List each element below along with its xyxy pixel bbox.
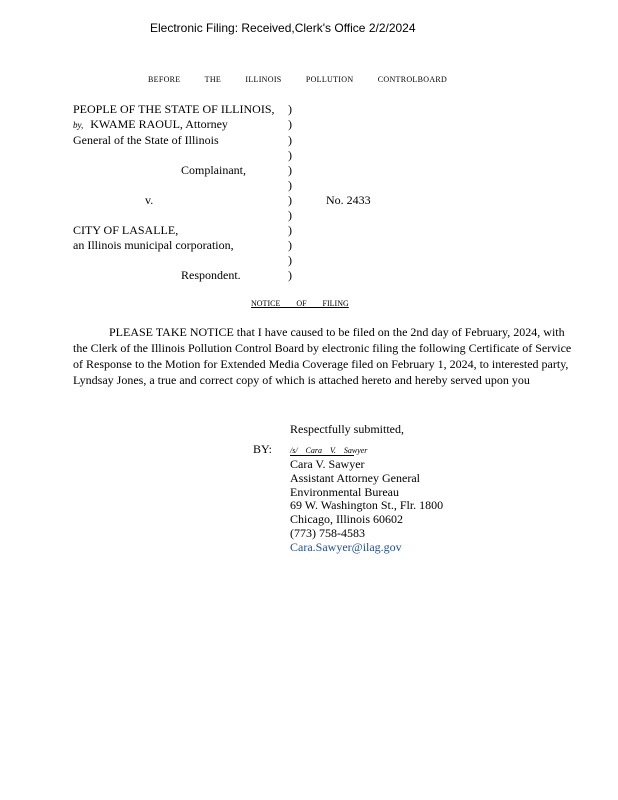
plaintiff-line-3: General of the State of Illinois [73,133,219,147]
signer-bureau: Environmental Bureau [290,485,399,499]
signer-name: Cara V. Sawyer [290,457,365,471]
caption-paren-9: ) [288,223,292,237]
signer-city: Chicago, Illinois 60602 [290,512,403,526]
attorney-general-name: KWAME RAOUL, Attorney [90,117,228,131]
notice-title: NOTICE OF FILING [251,299,349,308]
defendant-line-1: CITY OF LASALLE, [73,223,179,237]
notice-body: PLEASE TAKE NOTICE that I have caused to be filed on the 2nd day of February, 2024, with the Clerk of the Illinois Pollution Control Board by electronic filing the following Certificate of Service of Response to the Motion for Extended Media Coverage filed on February 1, 2024, to interested party, Lyndsay Jones, a true and correct copy of which is attached hereto and hereby served upon you [73,325,572,387]
caption-paren-10: ) [288,238,292,252]
closing: Respectfully submitted, [290,422,404,436]
caption-paren-7: ) [288,193,292,207]
filing-stamp: Electronic Filing: Received,Clerk's Office 2/2/2024 [150,21,416,35]
defendant-line-2: an Illinois municipal corporation, [73,238,234,252]
electronic-signature: /s/ Cara V. Sawyer [290,446,368,455]
case-number: No. 2433 [326,193,371,207]
caption-paren-2: ) [288,117,292,131]
respondent-role: Respondent. [181,268,241,282]
signer-address: 69 W. Washington St., Flr. 1800 [290,498,444,512]
caption-paren-6: ) [288,178,292,192]
caption-paren-1: ) [288,102,292,116]
caption-paren-11: ) [288,253,292,267]
signer-email-link[interactable]: Cara.Sawyer@ilag.gov [290,540,402,554]
plaintiff-line-2 [73,117,228,132]
caption-paren-4: ) [288,148,292,162]
signer-phone: (773) 758-4583 [290,526,365,540]
plaintiff-line-1: PEOPLE OF THE STATE OF ILLINOIS, [73,102,275,116]
by-label: BY: [253,442,272,456]
caption-paren-8: ) [288,208,292,222]
caption-paren-12: ) [288,268,292,282]
caption-paren-3: ) [288,133,292,147]
complainant-role: Complainant, [181,163,246,177]
signer-title: Assistant Attorney General [290,471,420,485]
versus-label: v. [145,193,154,207]
tribunal-heading: BEFORE THE ILLINOIS POLLUTION CONTROLBOARD [148,75,448,84]
caption-paren-5: ) [288,163,292,177]
by-prefix: by, [73,120,84,130]
